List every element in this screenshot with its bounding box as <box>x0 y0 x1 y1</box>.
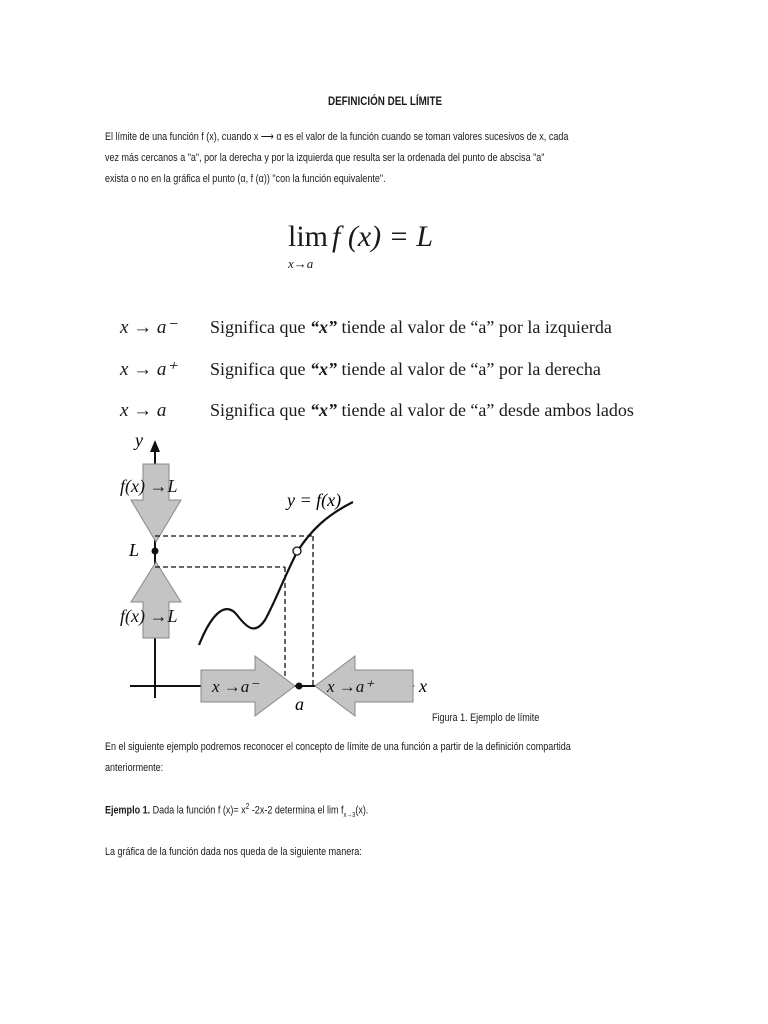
figure-caption: Figura 1. Ejemplo de límite <box>432 712 540 724</box>
intro-line-2: vez más cercanos a "a", por la derecha y por la izquierda que resulta ser la ordenada del punto de abscisa "a" <box>105 152 545 164</box>
after-line-1: En el siguiente ejemplo podremos reconocer el concepto de límite de una función a partir de la definición compartida <box>105 741 571 753</box>
formula-lim: lim <box>288 220 329 253</box>
example-line <box>105 802 368 819</box>
example-text-a: Dada la función f (x)= x <box>150 804 246 817</box>
limit-figure <box>115 430 445 720</box>
limit-formula <box>288 220 434 271</box>
meaning-pre: Significa que <box>210 317 310 337</box>
example-text-c: (x). <box>355 804 369 817</box>
top-arrow-label: f(x) →L <box>120 476 178 496</box>
a-label: a <box>295 694 304 714</box>
curve-label: y = f(x) <box>287 490 342 510</box>
meaning-post: tiende al valor de “a” por la izquierda <box>336 317 612 337</box>
y-axis-label: y <box>135 430 143 450</box>
example-sub: x→3 <box>343 811 356 819</box>
example-text-b: -2x-2 determina el lim f <box>249 804 344 817</box>
meaning-right <box>120 358 601 381</box>
meaning-left <box>120 316 612 339</box>
x-axis-label: x <box>419 676 427 696</box>
L-label: L <box>129 540 140 560</box>
open-point <box>293 547 301 555</box>
example-sup: 2 <box>245 802 250 811</box>
meaning-pre: Significa que <box>210 400 310 420</box>
a-point <box>296 683 303 690</box>
closing-line: La gráfica de la función dada nos queda de la siguiente manera: <box>105 846 362 858</box>
meaning-bold: “x” <box>309 400 337 420</box>
meaning-post: tiende al valor de “a” por la derecha <box>336 359 601 379</box>
meaning-symbol: x → a⁺ <box>120 359 177 380</box>
after-line-2: anteriormente: <box>105 762 164 774</box>
meaning-bold: “x” <box>309 359 337 379</box>
meaning-pre: Significa que <box>210 359 310 379</box>
meaning-symbol: x → a⁻ <box>120 317 177 338</box>
y-axis-arrow <box>150 440 160 452</box>
intro-line-3: exista o no en la gráfica el punto (α, f (α)) "con la función equivalente". <box>105 173 386 185</box>
up-arrow-shape <box>131 562 181 638</box>
meaning-bold: “x” <box>309 317 337 337</box>
function-curve <box>199 502 353 645</box>
left-arrow-label: x →a⁻ <box>212 677 259 696</box>
page-title: DEFINICIÓN DEL LÍMITE <box>328 94 443 108</box>
right-arrow-label: x →a⁺ <box>327 677 374 696</box>
example-label: Ejemplo 1. <box>105 804 151 817</box>
meaning-post: tiende al valor de “a” desde ambos lados <box>336 400 634 420</box>
intro-line-1: El límite de una función f (x), cuando x ⟶ α es el valor de la función cuando se toman valores sucesivos de x, cada <box>105 131 569 143</box>
formula-subscript: x→a <box>288 256 314 271</box>
L-point <box>152 548 159 555</box>
bottom-arrow-label: f(x) →L <box>120 606 178 626</box>
formula-expression: f (x) = L <box>332 220 434 253</box>
meaning-both <box>120 400 634 422</box>
meaning-symbol: x → a <box>120 400 167 421</box>
